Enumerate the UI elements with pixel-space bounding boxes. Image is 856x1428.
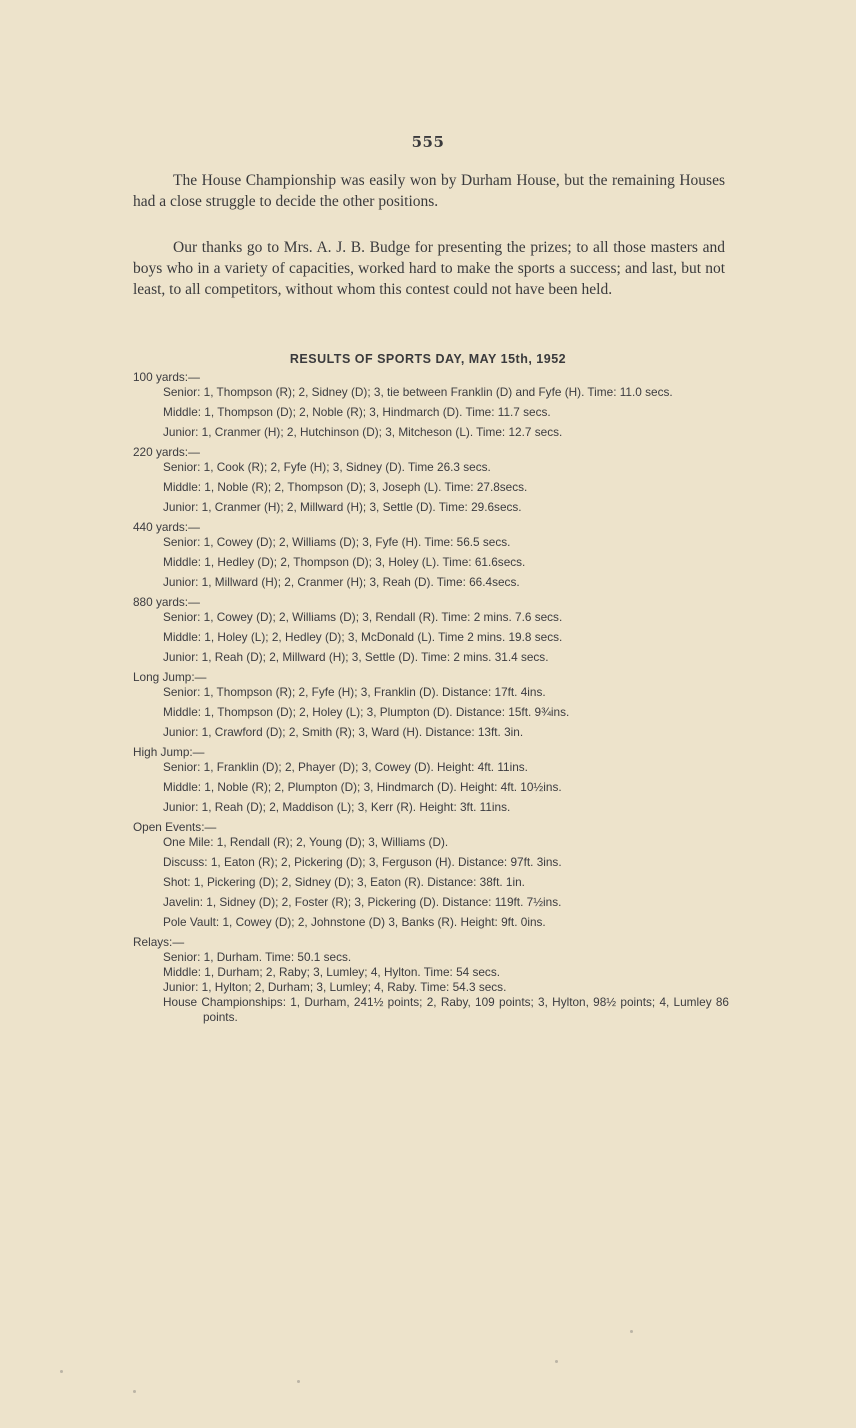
event-result-entry: Pole Vault: 1, Cowey (D); 2, Johnstone (D) 3, Banks (R). Height: 9ft. 0ins. (163, 915, 546, 929)
event-result-entry: Junior: 1, Millward (H); 2, Cranmer (H); 3, Reah (D). Time: 66.4secs. (163, 575, 520, 589)
event-title: 440 yards:— (133, 520, 200, 534)
event-result-entry: Senior: 1, Cowey (D); 2, Williams (D); 3, Rendall (R). Time: 2 mins. 7.6 secs. (163, 610, 563, 624)
page-number: 555 (411, 133, 445, 151)
event-result-entry: Senior: 1, Durham. Time: 50.1 secs. (163, 950, 352, 964)
event-group (133, 595, 729, 665)
event-result-entry: Middle: 1, Noble (R); 2, Plumpton (D); 3, Hindmarch (D). Height: 4ft. 10½ins. (163, 780, 562, 794)
event-result-entry: Middle: 1, Durham; 2, Raby; 3, Lumley; 4, Hylton. Time: 54 secs. (163, 965, 501, 979)
event-title: High Jump:— (133, 745, 205, 759)
event-result-entry: Middle: 1, Thompson (D); 2, Noble (R); 3, Hindmarch (D). Time: 11.7 secs. (163, 405, 551, 419)
event-result-entry: Senior: 1, Cowey (D); 2, Williams (D); 3, Fyfe (H). Time: 56.5 secs. (163, 535, 511, 549)
paper-speck (133, 1390, 136, 1393)
event-group (133, 745, 729, 815)
event-title: 880 yards:— (133, 595, 200, 609)
event-result-entry: Senior: 1, Cook (R); 2, Fyfe (H); 3, Sidney (D). Time 26.3 secs. (163, 460, 491, 474)
event-group (133, 445, 729, 515)
event-group (133, 370, 729, 440)
event-result-entry: Junior: 1, Crawford (D); 2, Smith (R); 3, Ward (H). Distance: 13ft. 3in. (163, 725, 524, 739)
results-list (133, 370, 729, 1028)
paper-speck (630, 1330, 633, 1333)
event-result-entry: One Mile: 1, Rendall (R); 2, Young (D); 3, Williams (D). (163, 835, 449, 849)
event-result-entry: Middle: 1, Hedley (D); 2, Thompson (D); 3, Holey (L). Time: 61.6secs. (163, 555, 526, 569)
event-title: 100 yards:— (133, 370, 200, 384)
event-result-entry: Junior: 1, Reah (D); 2, Maddison (L); 3, Kerr (R). Height: 3ft. 11ins. (163, 800, 511, 814)
event-group (133, 820, 729, 930)
event-result-entry: Senior: 1, Thompson (R); 2, Fyfe (H); 3, Franklin (D). Distance: 17ft. 4ins. (163, 685, 546, 699)
event-group (133, 670, 729, 740)
paragraph-house-championship: The House Championship was easily won by Durham House, but the remaining Houses had a close struggle to decide the other positions. (133, 172, 725, 210)
event-result-entry: Discuss: 1, Eaton (R); 2, Pickering (D); 3, Ferguson (H). Distance: 97ft. 3ins. (163, 855, 562, 869)
paper-speck (555, 1360, 558, 1363)
results-heading: RESULTS OF SPORTS DAY, MAY 15th, 1952 (289, 352, 567, 366)
paper-speck (297, 1380, 300, 1383)
event-result-entry: Middle: 1, Noble (R); 2, Thompson (D); 3, Joseph (L). Time: 27.8secs. (163, 480, 528, 494)
paper-speck (60, 1370, 63, 1373)
event-result-entry: Shot: 1, Pickering (D); 2, Sidney (D); 3, Eaton (R). Distance: 38ft. 1in. (163, 875, 525, 889)
event-result-entry: House Championships: 1, Durham, 241½ points; 2, Raby, 109 points; 3, Hylton, 98½ points; 4, Lumley 86 points. (163, 995, 729, 1024)
event-title: 220 yards:— (133, 445, 200, 459)
event-result-entry: Javelin: 1, Sidney (D); 2, Foster (R); 3, Pickering (D). Distance: 119ft. 7½ins. (163, 895, 562, 909)
event-title: Long Jump:— (133, 670, 207, 684)
event-title: Relays:— (133, 935, 185, 949)
event-result-entry: Junior: 1, Reah (D); 2, Millward (H); 3, Settle (D). Time: 2 mins. 31.4 secs. (163, 650, 549, 664)
event-result-entry: Senior: 1, Franklin (D); 2, Phayer (D); 3, Cowey (D). Height: 4ft. 11ins. (163, 760, 528, 774)
event-result-entry: Junior: 1, Cranmer (H); 2, Millward (H); 3, Settle (D). Time: 29.6secs. (163, 500, 522, 514)
event-group (133, 520, 729, 590)
event-result-entry: Junior: 1, Cranmer (H); 2, Hutchinson (D); 3, Mitcheson (L). Time: 12.7 secs. (163, 425, 563, 439)
event-result-entry: Middle: 1, Thompson (D); 2, Holey (L); 3, Plumpton (D). Distance: 15ft. 9¾ins. (163, 705, 570, 719)
paragraph-thanks: Our thanks go to Mrs. A. J. B. Budge for presenting the prizes; to all those masters and boys who in a variety of capacities, worked hard to make the sports a success; and last, but not least, to all competitors, without whom this contest could not have been held. (133, 239, 725, 298)
event-title: Open Events:— (133, 820, 217, 834)
event-result-entry: Middle: 1, Holey (L); 2, Hedley (D); 3, McDonald (L). Time 2 mins. 19.8 secs. (163, 630, 563, 644)
event-group (133, 935, 729, 1025)
event-result-entry: Junior: 1, Hylton; 2, Durham; 3, Lumley; 4, Raby. Time: 54.3 secs. (163, 980, 507, 994)
event-result-entry: Senior: 1, Thompson (R); 2, Sidney (D); 3, tie between Franklin (D) and Fyfe (H). Time: 11.0 secs. (163, 385, 673, 399)
